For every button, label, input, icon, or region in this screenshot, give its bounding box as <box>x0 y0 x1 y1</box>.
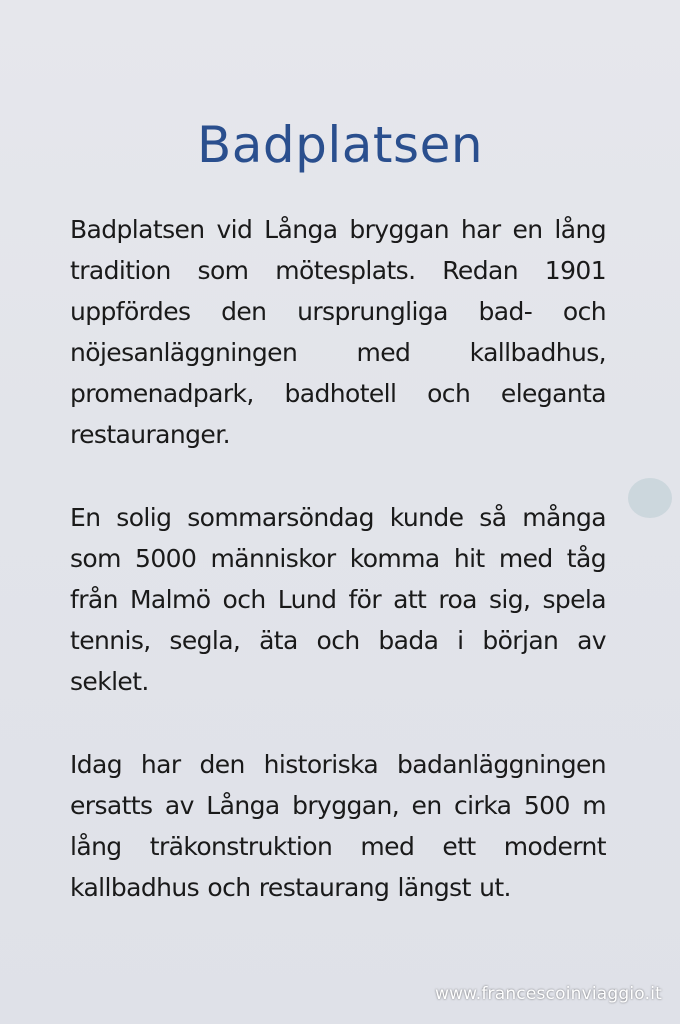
weather-stain <box>628 478 672 518</box>
photo-watermark: www.francescoinviaggio.it <box>434 984 662 1004</box>
sign-title: Badplatsen <box>196 115 484 174</box>
paragraph-today: Idag har den historiska badanläggningen ersatts av Långa bryggan, en cirka 500 m lång träkonstruktion med ett modernt kallbadhus och restaurang längst ut. <box>70 750 606 902</box>
paragraph-summer-visitors: En solig sommarsöndag kunde så många som 5000 människor komma hit med tåg från Malmö och Lund för att roa sig, spela tennis, segla, äta och bada i början av seklet. <box>70 503 606 696</box>
paragraph-history: Badplatsen vid Långa bryggan har en lång tradition som mötesplats. Redan 1901 uppfördes den ursprungliga bad- och nöjesanläggningen med kallbadhus, promenadpark, badhotell och eleganta restauranger. <box>70 215 606 449</box>
